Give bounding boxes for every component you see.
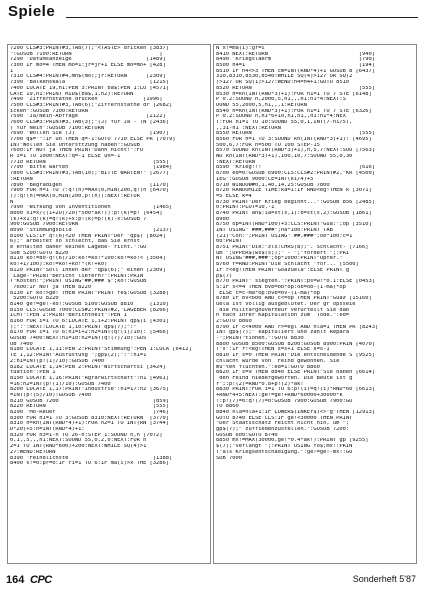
code-line: 8390 'Feindlichste [1388] (10, 455, 173, 461)
code-line: ,,31-h1 :NEXT:RETURN (216, 125, 281, 131)
code-line: 0,1,,5,,,h1:NEXT:SOUND 55,0,2,0:NEXT:FOR h (10, 438, 147, 444)
code-line: (21)"Con:";PRINT USING" ##,###";ob*100:c=1 (216, 233, 353, 239)
code-line: mu"ten flüchten.":ed=1:GOTO 8860 (216, 364, 320, 370)
code-line: 8900 (216, 216, 229, 222)
code-line: 7990 'Wirkung von Inventitionen [1465] (10, 205, 173, 211)
listing-column-right (213, 44, 417, 564)
code-line: 7390 'Balkenskala [1215] (10, 80, 170, 86)
issue-label: Sonderheft 5'87 (352, 574, 416, 584)
code-line: 8820 IF s=9 THEN 8840 ELSE PRINT"Sie haben [6614] (216, 370, 376, 376)
code-line: P 0.2:SOUND h,2000,5,h1,,,h1:h1*4:NEXT:S (216, 97, 346, 103)
code-line: 8400 s!=0:pr=0:IF ri=1 TO 6:IF ma(i)>x THE [3286] (10, 461, 170, 467)
code-line: 8490 'Kriegslaerm [790] (216, 57, 376, 63)
code-line: !:p!(7)=0:q!(7)=0:GOSUB 7900:GOSUB 7900:GO (216, 398, 353, 404)
code-line: den Feind niedergeworfen. Die Beute ist g (216, 375, 353, 381)
code-line: 7800 CLS#3:PRINT#3,TAB(10);"BITTE WARTEN!" [2677] (10, 171, 170, 177)
code-line: 8200 LOCATE 1,17:PRINT"Industrie":h1=17:h2 [3675] (10, 387, 170, 393)
code-line: ":GOSUB 7100:RETURN ] (10, 51, 163, 57)
code-line: ND kn(INT(RND*3)+1),100,10,7:SOUND 55,0,30 (216, 154, 353, 160)
code-line: INT"Wollen Sie Untersttzung haben":GOSUB (10, 142, 140, 148)
code-line: T"s":IF r!<eg!THEN s=s+1 ELSE s=s-1 (216, 347, 330, 353)
code-line: 8300 FOR h1=1 TO 3:GOSUB 8310:NEXT:RETURN [3770] (10, 415, 170, 421)
code-line: (k)+x1:q!(k)=q!(k)+x:p!(k)=p!(k)-x:GOSUB 7 (10, 216, 147, 222)
code-line: OUND 55,2000,5,h1,,,1:RETURN (216, 102, 307, 108)
code-line: ko!+1/100):ko!=ko!+ko!*(k!+k0) (10, 262, 108, 268)
code-line: 8120 PRINT"Soll Ihnen der "qp$(6);" einen [2309] (10, 267, 166, 273)
code-line: 6);" arbeitet so schlecht, daß Sie ernst (10, 239, 140, 245)
code-line: 8760 r=RND:PRINT"Die Schlacht "for... [5500] (216, 262, 359, 268)
code-line: 7890 'Begradigen [1170] (10, 182, 170, 188)
code-line: SUB 5200:GOTO 8220 (10, 250, 69, 256)
code-line: :RETURN (10, 176, 33, 182)
code-line: 7600 CLS#3:PRINT#3,TAB(3);"(J) für Ja - (N [2436] (10, 119, 170, 125)
code-line: 8220 RETURN [555] (10, 404, 170, 410)
code-line: Lage-"PRINT"bericht liefern?":PRINT:PRIN (10, 273, 144, 279)
code-line: S:IF s<=4 THEN bvb=ob*op:ob=ob-(1-ma)*op (216, 284, 346, 290)
listing-column-left (7, 44, 211, 564)
code-line: GOSUB 7400:NEXT:h1=10:h2=INT(q!(7)/10):GOS (10, 336, 147, 342)
code-line: 8530 h=kn(INT(RND*3)+1):FOR h1=1 TO 7 STE [6148] (216, 91, 372, 97)
code-line: 8290 'Mo-Reuer [746] (10, 410, 170, 415)
code-line: );":":NEXT:LOCATE 1,10:PRINT qp$(7);":" (10, 324, 137, 330)
code-line: 7300 IF mo=4 THEN mo=1:jr=jr+1 ELSE mo=mo+ [428] (10, 63, 166, 69)
code-line: 8210 GOSUB 7200 [859] (10, 398, 170, 404)
code-line: =5 ELSE k=4 (216, 193, 252, 199)
code-line: 8720 RANDOMIZE TIME:ka=1:IF RND<eg!THEN k [3071] (216, 188, 372, 194)
code-line: 8800 GOSUB 8500:GOSUB 8200:GOSUB 8900:PRIN [4070] (216, 341, 376, 347)
page-number: 164 (6, 574, 25, 586)
code-line: 900:GOSUB 7900:RETURN (10, 222, 79, 228)
code-line: T"als Kriegsentschädigung.":ge!=ge!-mx!:GO (216, 449, 353, 455)
code-line: INT USING" ###,###";ha*100:PRINT TAB (216, 228, 333, 233)
code-line: chlacht wurde von Feind gewonnen. Sie (216, 358, 340, 364)
code-line: 2:GOTO 8860 (216, 319, 252, 324)
code-line: 8190 LOCATE 1,16:PRINT"Agrarwirtschaft":h1 [4961] (10, 375, 170, 381)
code-line: P 0.2:SOUND h,h1*6+10,h1,h1,,h1:h1*4:NEX (216, 114, 346, 120)
code-line: :NEXT:RETURN (216, 159, 255, 165)
code-line: IF r<eg!THEN PRINT"Goazuela":ELSE PRINT g (216, 267, 350, 273)
code-line: 8550 RETURN [555] (216, 131, 376, 137)
code-line: 7400 LOCATE 19,h1:PEN 3:PRINT ba$:PEN 1:LO [4571] (10, 85, 170, 91)
code-line: 8830 PRINT:FOR i=1 TO 6:p!(i)=q!(i)*RND*60 [6613] (216, 387, 376, 393)
code-line: 1 (10, 68, 14, 74)
code-line: die Militärgouverneur verurteilt Sie dab (216, 307, 350, 313)
code-line: 8182 LOCATE 1,14:PEN 2:PRINT"Wirtschaftsi [3424] (10, 364, 166, 370)
code-line: 27:WEND:RETURN (10, 449, 56, 455)
code-line: e erhalten daher keinen Lagebe- richt.":GO (10, 245, 147, 251)
code-line: 7600:IF NOT ja THEN 8220 (10, 284, 92, 290)
page-header (8, 3, 418, 25)
code-line: 8500 h4=1 [194] (216, 63, 376, 69)
code-line: tuation":PEN 1 (10, 370, 56, 376)
code-line: 7490 'Ziffernstatne drucken [1996] (10, 97, 163, 103)
code-line: GOTO 8740 ELSE CLS:IF ge!<30000 THEN PRINT (216, 415, 353, 421)
code-line: CATE 19,h1:PRINT MID$(ba$,1,h2):RETURN (10, 91, 134, 97)
code-line: p$(7) (216, 273, 233, 279)
code-line: 7290 'Datumsanzeige [1489] (10, 57, 166, 63)
code-line: 8590 'Krieg!!! [616] (216, 165, 376, 171)
code-line: 8310 h=kn(INT(RND*4)+1):FOR h2=1 TO INT(RN [3744] (10, 421, 170, 427)
code-line: 8160 FOR i=1 TO 6:LOCATE 1,i+2:PRINT qp$(i [4301] (10, 319, 170, 324)
code-line: um ";UPPER$(ws$(s));" - ";"fordert ";:PRI (216, 250, 350, 256)
code-line: 0:PRINT:PLOT=10,-1 (216, 205, 275, 211)
code-line: 8790 IF c<4000 AND r>=egl AND nla=1 THEN PR [8243] (216, 324, 379, 330)
code-line: TO 8860 (216, 404, 239, 410)
code-line: 8750 op=INT(RND*100)+5:CLS:PRINT"Gua:";op [3510] (216, 222, 372, 228)
code-line: 8810 IF s=0 THEN PRINT"Die entscheidende S [9525] (216, 353, 376, 359)
code-line: R i=1 TO 1000:NEXT:q=-1 ELSE un=-1 (10, 154, 121, 160)
code-line: 8000 x1=x/((1+2O)/20)*500*ak!)):p!(k)=p! [6454] (10, 210, 163, 216)
code-line: 8100 CLS:IF q!(6)<20 THEN PRINT"Der "qp$( [8024] (10, 233, 166, 239)
code-line: 7500 CLS#3:PRINT#3,TAB(6);"Ziffernstatne dr [2682] (10, 102, 173, 108)
code-line: $(7);"verlangt ";:PRINT USING fo$;mx!:PRIN (216, 444, 353, 450)
code-line: 7200 CLS#3:PRINT#3,TAB(7);"<TASTE> dricken [3837] (10, 46, 170, 51)
code-line: 8850 mx!=MAX(30000,ge!*0.4*ak!):PRINT gp [9255] (216, 438, 369, 444)
code-line: 8170 FOR i=1 TO 6:h1=i+2:h2=INT(q!(i)/10): [5466] (10, 330, 170, 336)
code-line: T"Kosten:";PRINT USING"##,### $";ko!:GOSUB (10, 279, 147, 285)
code-line: ELSE c=c-ma*op:bvb=bv-(1-ma)*op (216, 290, 320, 296)
code-line: 8740 PRINT an$:ia=st(s,1):b=st(s,2):GOSUB [1861] (216, 210, 372, 216)
code-line: 8110 ko!=80-q!(6)/10:ko!=ko!*100:ko!=ko!< [3504] (10, 256, 166, 262)
code-line: 8570 SOUND kn(INT(RND*3)+1),h,5,7:NEXT:SOU [7563] (216, 148, 376, 154)
code-line: 7700 q$="":IF un THEN q=-1:GOTO 7710 ELSE PR [7079] (10, 137, 176, 142)
code-line: 500,6,7:FOR h=500 TO 100 STEP-15 (216, 142, 320, 148)
code-line: D*20)+5:h=INT(RND*4)+1: (10, 427, 85, 433)
code-line: N (10, 199, 14, 205)
code-line: =INT(p!(5)/10):GOSUB 7400 (10, 392, 92, 398)
code-line: INT gp$(7);" kapituliert und zahlt Repara (216, 330, 350, 336)
code-line: 8700 ed=0:GOSUB 6900:CLS:CLS#2:PRINT#2,"KR [4500] (216, 171, 376, 177)
code-line: 8320 FOR h3=1-h TO 26-h:STEP 1:SOUND h,h [7072] (10, 432, 163, 438)
code-line: 8510 IF h4<>3 THEN cm=INT(RND*4)+1 GOSUB 8 [6437] (216, 68, 376, 74)
code-line: n nach ihrer Kapitulation zum Tode.":ed= (216, 313, 350, 319)
page-footer (0, 570, 424, 592)
code-line: ICHT":PEN 2:PRINT"Berichtheit":PEN 1 (10, 313, 127, 319)
code-line: )>127 OR SQ(1)>127:WEND:h4=h4+1:GOTO 8510 (216, 80, 350, 86)
code-line: 8150 CLS:GOSUB 7000:CLS#2:PRINT#2,"LAGEBER [8266] (10, 307, 170, 313)
code-line: 8130 IF ko!>ge! THEN PRINT"PRINT fe$:GOSUB [3288] (10, 290, 170, 296)
code-line: 8410 NEXT:RETURN [940] (216, 51, 376, 57)
code-line: 8770 PRINT" siegten.":PRINT:ps=w!*0.1:ELSE [0453] (216, 279, 376, 285)
code-line: r";:p!(2)=RND*0.8+p!(2)*ak! (216, 381, 304, 387)
code-line: +RND*4+5:NEXT:ge!=ge!+RND*60000+30000*k (216, 392, 343, 398)
code-line: 5200:GOTO 8220 (10, 296, 59, 302)
code-line: )):q!(h)=MAX(0,MIN(200,p!(h)):NEXT:RETUR (10, 193, 140, 199)
code-line: 2:h1=INT(p!(1)/10):GOSUB 7400 (10, 358, 105, 364)
code-line: 310,8310,8530,8540:WHILE SQ(4)>127 OR SQ(2 (216, 74, 353, 80)
code-line: 8560 FOR h=1 TO 3:SOUND kn(INT(RND*3)+1): [4695] (216, 137, 372, 142)
code-line: UB 7400 (10, 341, 33, 347)
code-line: 7310 CLS#4:PRINT#4,mn$(mo);jr:RETURN [2309] (10, 74, 166, 80)
code-line: IEG":GOSUB 9000:CE=INT(ki/4)+5 (216, 176, 314, 182)
code-line: 8140 ge!=ge!-ko!:GOSUB 5100:GOSUB 8810 [1310] (10, 301, 170, 307)
code-line: 8090 'Stimmungsbild [2137] (10, 228, 173, 233)
code-line: uela ist völlig ausgeblutet. Der gr opsseie (216, 301, 356, 307)
header-rule (66, 17, 418, 18)
magazine-logo: CPC (30, 574, 52, 586)
code-line: N x!=ma(i):gr=i (216, 46, 265, 51)
code-line: 8780 IF bv<600 AND c<=op THEN PRINT"Guaz [15160] (216, 296, 372, 302)
code-line: 00:PRINT (216, 239, 242, 245)
code-line: 7710 RETURN [555] (10, 159, 170, 165)
code-line: 8710 WINDOW#0,1,40,14,25:GOSUB 7800 (216, 182, 330, 188)
code-line: 7790 'Bitte warten [1984] (10, 165, 173, 171)
code-line: 8180 LOCATE 1,11:PEN 2:PRINT"Stimmung":PEN 1:LOCA [6412] (10, 347, 192, 353)
code-line: 8730 PRINT"Der Krieg beginnt...":GOSUB 856 [2485] (216, 199, 376, 205)
section-title: Spiele (8, 3, 56, 20)
code-line: gp$(7);" zufriedenzustellen.":GOSUB 7200: (216, 427, 350, 433)
code-line: 8840 nla=nla+1:IF LOWER$(INKEY$)<>"g"THEN [12913] (216, 410, 376, 415)
code-line: icken":GOSUB 7100:RETURN (10, 108, 88, 114)
code-line: =16:h2=INT(p!(1)/10):GOSUB 7400 (10, 381, 111, 387)
code-line: GOSUB 600:GOTO 8740 (216, 432, 278, 438)
code-line: 8540 h=kn(INT(RND*3)+1):FOR h1=1 TO 7 STE [6326] (216, 108, 372, 114)
code-line: TE 1,12:PRINT"Ausrüstung ";gp$(2);":":h1=1 (10, 353, 147, 359)
code-line: 7590 'Ja/Nein-Abfrage [2122] (10, 114, 166, 120)
code-line: 8520 RETURN [555] (216, 85, 376, 91)
code-line: 8751 PRINT"Die:"zls:CHRS(8);". Schlacht- [7166] (216, 245, 369, 251)
code-line: T:FOR h1=1 TO 10:SOUND 55,0,1,INT(7-h1/5), (216, 119, 353, 125)
code-line: "Der Staatsschatz reicht nicht hin, um "; (216, 421, 350, 427)
code-line: 7900 FOR h=1 TO 7:q!(h)=MAX(0,MIN(200,q!(h [6470] (10, 188, 170, 194)
code-line: -";PRINT"tionen.":GOTO 8830 (216, 336, 304, 342)
code-line: 2=1 TO INT(RND*600)+200:NEXT:WHILE SQ(4)>1 (10, 444, 147, 450)
code-line: 7600:IF NOT ja THEN PRINT"Dann nicht!":FO (10, 148, 144, 154)
code-line: ) für Nein":GOSUB 7100:RETURN (10, 125, 105, 131)
code-line: NT USING"###,###";op*1000:PRINT"Opfer." (216, 256, 343, 262)
code-line: SUB 7000 (216, 455, 242, 461)
code-line: 7690 'Wollen Sie (J) [1907] (10, 131, 170, 137)
